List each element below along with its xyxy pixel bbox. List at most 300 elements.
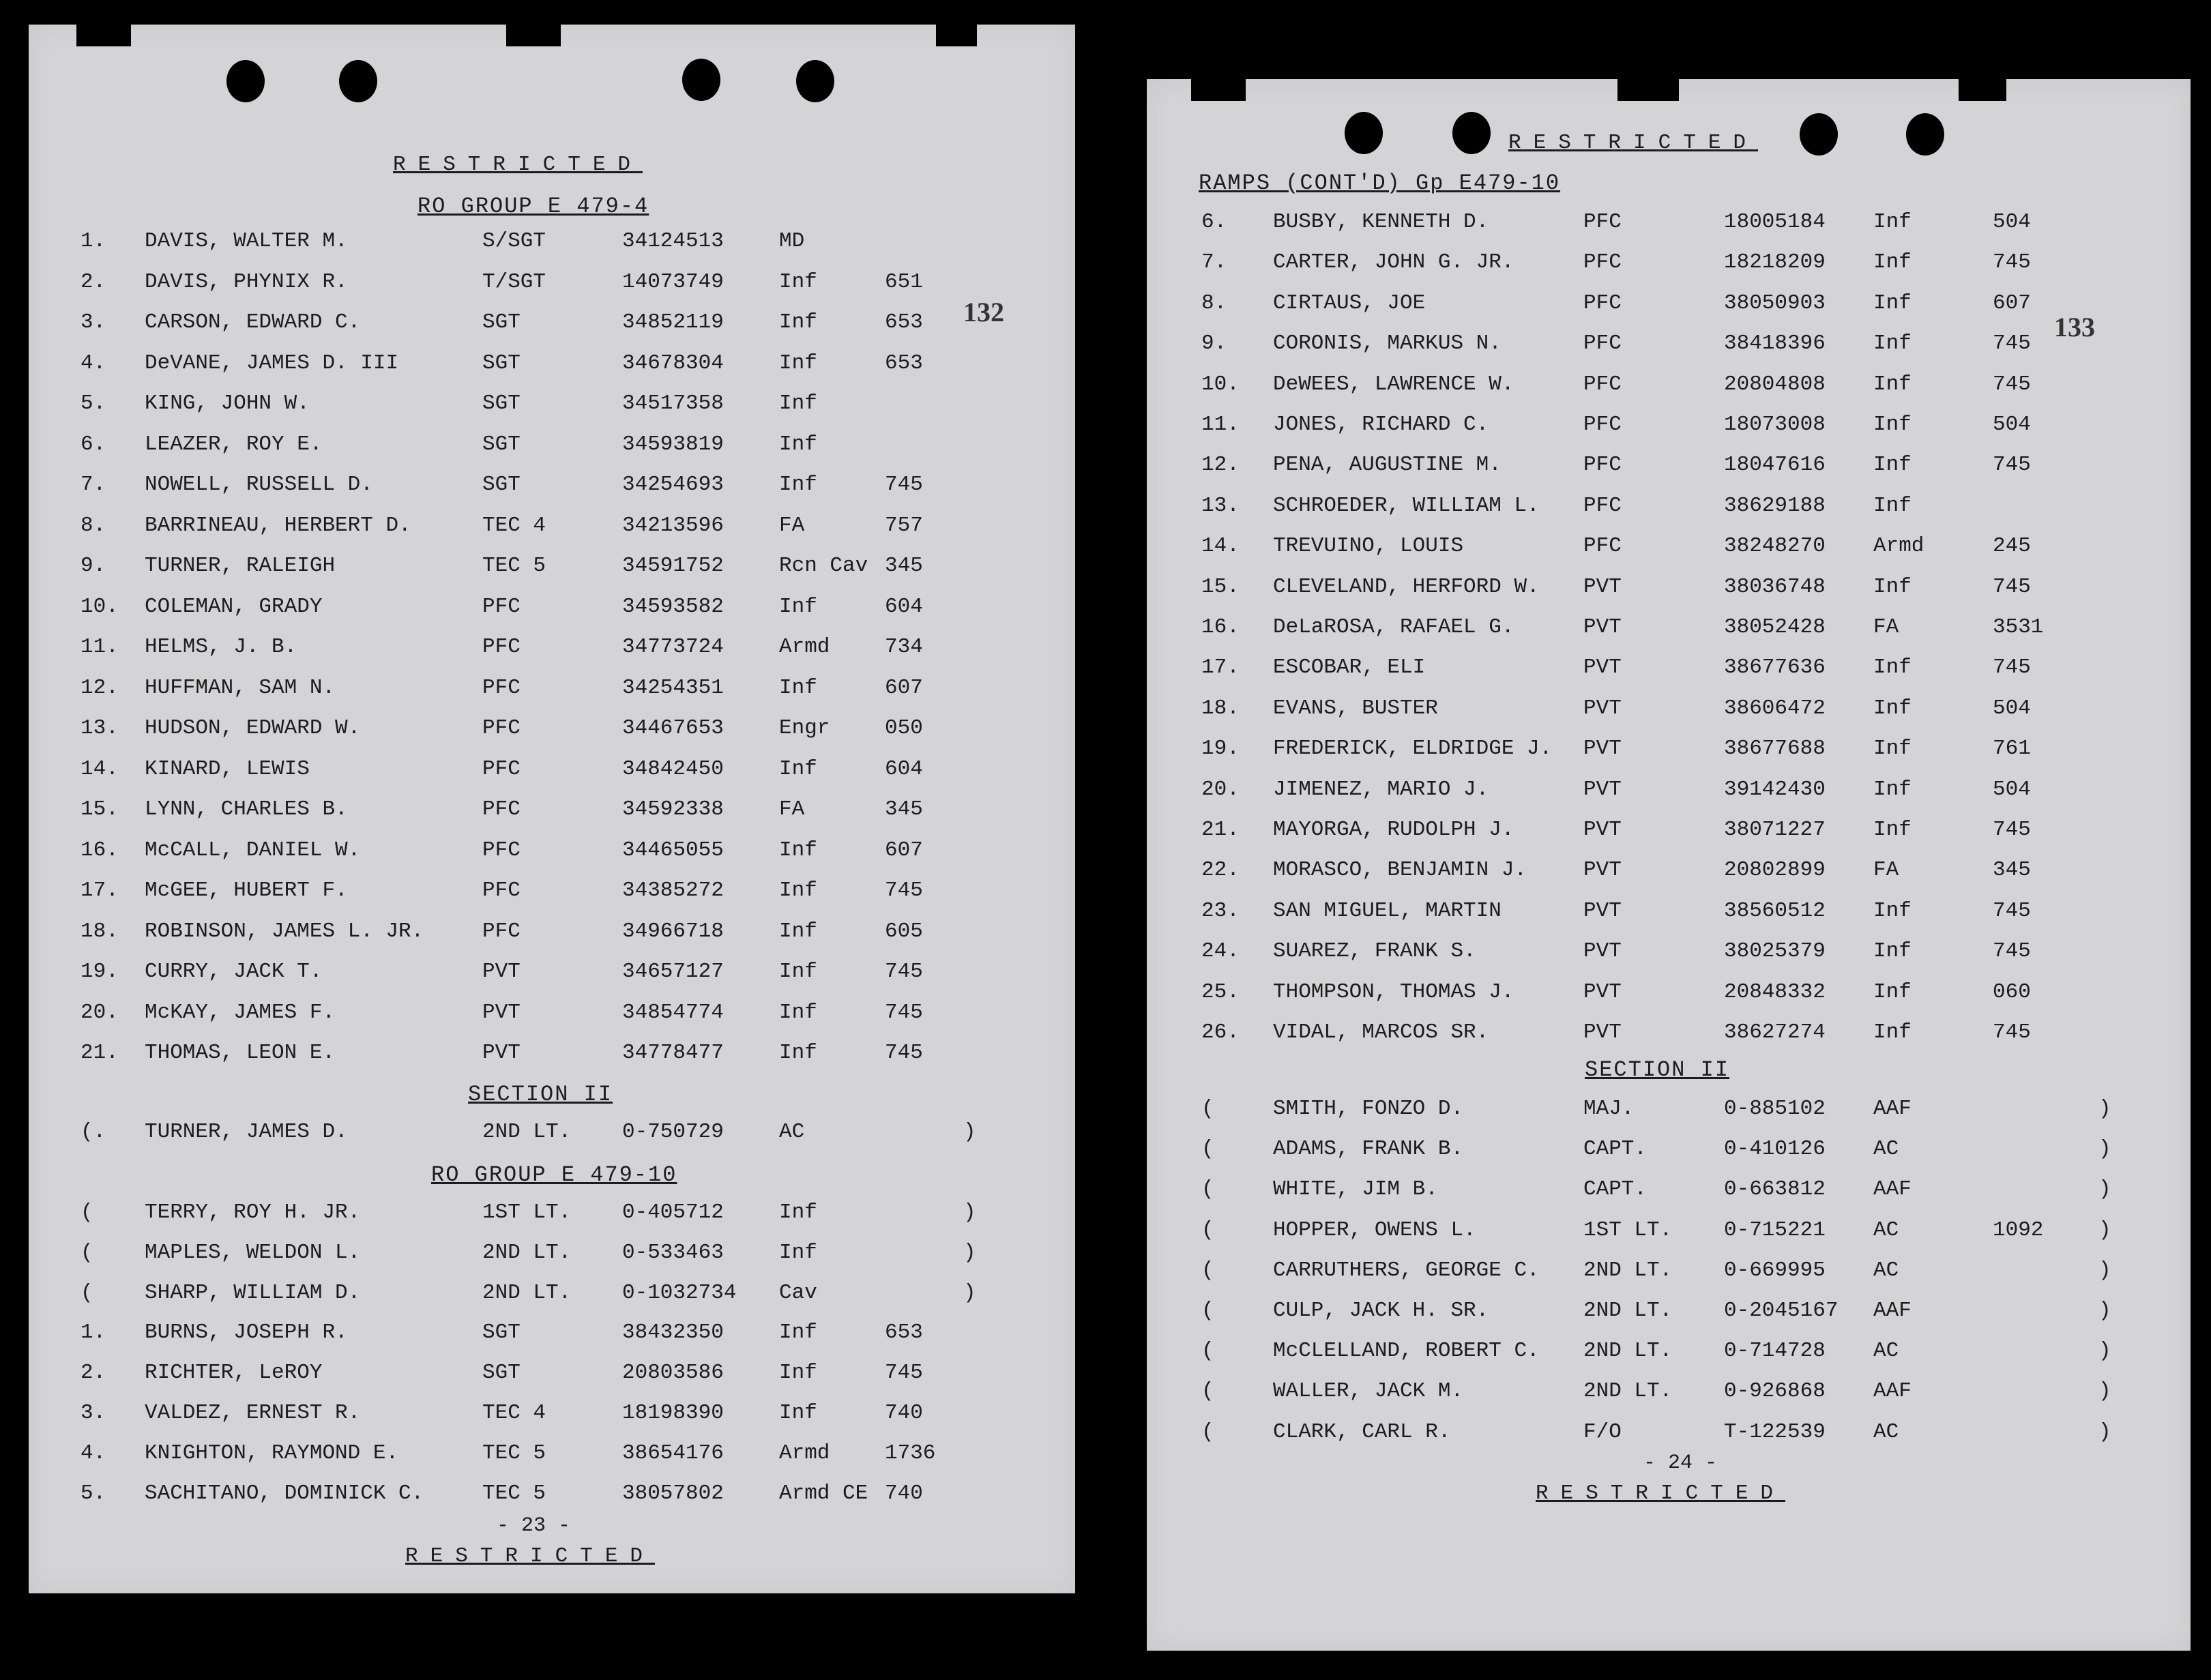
bracket-close: ) [2098, 1379, 2111, 1404]
serial-number: 0-663812 [1724, 1177, 1826, 1202]
serial-number: 34593819 [622, 432, 724, 456]
serial-number: 20803586 [622, 1361, 724, 1385]
branch: AAF [1873, 1177, 1912, 1202]
branch: Armd [1873, 534, 1924, 559]
soldier-name: SAN MIGUEL, MARTIN [1273, 898, 1502, 923]
bracket-close: ) [2098, 1419, 2111, 1444]
row-number: 6. [1201, 210, 1227, 234]
binding-tab [1617, 79, 1679, 101]
branch: Inf [1873, 655, 1912, 680]
specialty-code: 604 [885, 594, 923, 619]
specialty-code: 740 [885, 1482, 923, 1505]
branch: Inf [1873, 979, 1912, 1004]
serial-number: 34213596 [622, 513, 724, 537]
soldier-name: JONES, RICHARD C. [1273, 413, 1489, 437]
serial-number: 34124513 [622, 229, 724, 253]
row-number: 15. [1201, 574, 1240, 599]
branch: Inf [779, 756, 817, 781]
roster-row [1147, 655, 2191, 696]
rank: PFC [482, 675, 521, 700]
specialty-code: 740 [885, 1401, 923, 1425]
bracket-close: ) [963, 1241, 976, 1265]
bracket-close: ) [963, 1120, 976, 1144]
roster-row [1147, 291, 2191, 332]
soldier-name: THOMAS, LEON E. [145, 1041, 336, 1065]
rank: MAJ. [1583, 1097, 1635, 1121]
row-number: 6. [80, 432, 106, 456]
specialty-code: 734 [885, 635, 923, 659]
branch: Inf [779, 879, 817, 902]
rank: SGT [482, 310, 521, 334]
row-number: 2. [80, 1361, 106, 1385]
rank: PFC [482, 919, 521, 943]
serial-number: 38654176 [622, 1441, 724, 1465]
roster-row [29, 1441, 1075, 1482]
row-number: ( [1201, 1137, 1214, 1162]
soldier-name: TURNER, JAMES D. [145, 1120, 348, 1144]
soldier-name: TERRY, ROY H. JR. [145, 1200, 361, 1224]
specialty-code: 345 [885, 797, 923, 821]
serial-number: 14073749 [622, 269, 724, 294]
document-page-left [29, 25, 1075, 1593]
rank: CAPT. [1583, 1177, 1648, 1202]
serial-number: 0-410126 [1724, 1137, 1826, 1162]
row-number: 21. [1201, 818, 1240, 842]
restricted-header: RESTRICTED [1508, 131, 1759, 155]
row-number: 10. [80, 594, 119, 619]
roster-row [1147, 1177, 2191, 1218]
serial-number: 38629188 [1724, 493, 1826, 518]
specialty-code: 745 [885, 879, 923, 902]
roster-row [1147, 250, 2191, 291]
serial-number: 38560512 [1724, 898, 1826, 923]
serial-number: 18198390 [622, 1401, 724, 1425]
row-number: (. [80, 1120, 106, 1144]
binding-tab [1959, 79, 2006, 101]
branch: AC [1873, 1218, 1899, 1242]
row-number: 9. [1201, 331, 1227, 356]
rank: PFC [1583, 331, 1622, 356]
specialty-code: 607 [885, 675, 923, 700]
soldier-name: DAVIS, WALTER M. [145, 229, 348, 253]
branch: Inf [1873, 372, 1912, 396]
soldier-name: McCALL, DANIEL W. [145, 838, 361, 862]
branch: Inf [779, 351, 817, 375]
specialty-code: 504 [1993, 777, 2031, 801]
roster-row [29, 1321, 1075, 1361]
roster-row [29, 676, 1075, 717]
specialty-code: 745 [1993, 574, 2031, 599]
roster-row [29, 392, 1075, 432]
specialty-code: 060 [1993, 979, 2031, 1004]
soldier-name: LEAZER, ROY E. [145, 432, 323, 456]
roster-row [29, 635, 1075, 676]
soldier-name: EVANS, BUSTER [1273, 696, 1438, 720]
branch: Armd [779, 635, 830, 659]
restricted-footer: RESTRICTED [405, 1544, 656, 1568]
branch: Inf [1873, 1020, 1912, 1044]
rank: SGT [482, 1361, 521, 1385]
serial-number: 0-533463 [622, 1241, 724, 1265]
soldier-name: DeWEES, LAWRENCE W. [1273, 372, 1514, 396]
rank: PFC [482, 716, 521, 740]
rank: PFC [482, 594, 521, 619]
specialty-code: 745 [885, 473, 923, 497]
punch-hole [682, 59, 720, 101]
rank: SGT [482, 392, 521, 415]
row-number: 8. [80, 513, 106, 537]
row-number: 1. [80, 1321, 106, 1344]
row-number: 7. [1201, 250, 1227, 275]
section-heading: SECTION II [468, 1082, 613, 1107]
rank: PFC [482, 797, 521, 821]
rank: 2ND LT. [482, 1241, 572, 1265]
serial-number: 0-885102 [1724, 1097, 1826, 1121]
serial-number: 0-2045167 [1724, 1299, 1839, 1323]
row-number: 26. [1201, 1020, 1240, 1044]
branch: Armd [779, 1441, 830, 1465]
rank: 1ST LT. [482, 1200, 572, 1224]
rank: TEC 4 [482, 1401, 546, 1425]
binding-tab [506, 25, 561, 46]
page-number: - 24 - [1643, 1451, 1718, 1475]
punch-hole [1452, 112, 1491, 154]
binding-tab [936, 25, 977, 46]
serial-number: 34852119 [622, 310, 724, 334]
row-number: ( [1201, 1258, 1214, 1282]
specialty-code: 1736 [885, 1441, 936, 1465]
serial-number: 18218209 [1724, 250, 1826, 275]
rank: SGT [482, 432, 521, 456]
soldier-name: SMITH, FONZO D. [1273, 1097, 1464, 1121]
row-number: ( [1201, 1339, 1214, 1364]
soldier-name: DeLaROSA, RAFAEL G. [1273, 615, 1514, 639]
soldier-name: McKAY, JAMES F. [145, 1000, 336, 1025]
row-number: 3. [80, 310, 106, 334]
branch: Inf [1873, 777, 1912, 801]
section-heading: SECTION II [1585, 1057, 1730, 1082]
rank: T/SGT [482, 269, 546, 294]
specialty-code: 3531 [1993, 615, 2044, 639]
rank: PFC [1583, 453, 1622, 477]
rank: PVT [482, 1041, 521, 1065]
row-number: 4. [80, 1441, 106, 1465]
row-number: 20. [1201, 777, 1240, 801]
roster-row [1147, 1258, 2191, 1299]
rank: 2ND LT. [1583, 1299, 1673, 1323]
branch: Inf [1873, 737, 1912, 761]
roster-row [29, 554, 1075, 595]
branch: AAF [1873, 1379, 1912, 1404]
roster-row [1147, 575, 2191, 616]
rank: F/O [1583, 1419, 1622, 1444]
rank: PVT [1583, 979, 1622, 1004]
roster-row [29, 1200, 1075, 1241]
serial-number: 38677688 [1724, 737, 1826, 761]
specialty-code: 761 [1993, 737, 2031, 761]
roster-row [1147, 1379, 2191, 1420]
serial-number: 34773724 [622, 635, 724, 659]
rank: PVT [1583, 574, 1622, 599]
rank: PFC [482, 838, 521, 862]
group-heading: RO GROUP E 479-10 [431, 1162, 677, 1188]
rank: PFC [1583, 493, 1622, 518]
bracket-close: ) [963, 1281, 976, 1305]
specialty-code: 345 [1993, 858, 2031, 883]
serial-number: 20848332 [1724, 979, 1826, 1004]
bracket-close: ) [2098, 1097, 2111, 1121]
restricted-header: RESTRICTED [393, 153, 643, 177]
branch: Inf [779, 1000, 817, 1025]
serial-number: 34254693 [622, 473, 724, 497]
serial-number: 34966718 [622, 919, 724, 943]
specialty-code: 653 [885, 1321, 923, 1344]
specialty-code: 745 [1993, 939, 2031, 964]
rank: PFC [1583, 250, 1622, 275]
soldier-name: CORONIS, MARKUS N. [1273, 331, 1502, 356]
rank: TEC 5 [482, 1482, 546, 1505]
branch: Inf [779, 269, 817, 294]
rank: 2ND LT. [1583, 1339, 1673, 1364]
soldier-name: CARSON, EDWARD C. [145, 310, 361, 334]
rank: 1ST LT. [1583, 1218, 1673, 1242]
row-number: 15. [80, 797, 119, 821]
specialty-code: 745 [885, 1041, 923, 1065]
branch: Inf [1873, 413, 1912, 437]
row-number: 21. [80, 1041, 119, 1065]
rank: PFC [1583, 534, 1622, 559]
roster-row [1147, 372, 2191, 413]
punch-hole [1906, 113, 1944, 156]
roster-row [29, 919, 1075, 960]
row-number: 12. [1201, 453, 1240, 477]
specialty-code: 745 [1993, 453, 2031, 477]
soldier-name: CIRTAUS, JOE [1273, 291, 1426, 315]
serial-number: 34593582 [622, 594, 724, 619]
branch: Inf [1873, 818, 1912, 842]
row-number: 19. [80, 960, 119, 984]
bracket-close: ) [2098, 1218, 2111, 1242]
branch: Inf [1873, 250, 1912, 275]
serial-number: 34592338 [622, 797, 724, 821]
soldier-name: JIMENEZ, MARIO J. [1273, 777, 1489, 801]
row-number: 10. [1201, 372, 1240, 396]
roster-row [29, 716, 1075, 757]
serial-number: 20802899 [1724, 858, 1826, 883]
branch: FA [1873, 858, 1899, 883]
roster-row [29, 757, 1075, 798]
row-number: ( [80, 1200, 93, 1224]
serial-number: 0-405712 [622, 1200, 724, 1224]
specialty-code: 745 [1993, 250, 2031, 275]
serial-number: 34657127 [622, 960, 724, 984]
soldier-name: McGEE, HUBERT F. [145, 879, 348, 902]
soldier-name: ESCOBAR, ELI [1273, 655, 1426, 680]
serial-number: 34467653 [622, 716, 724, 740]
rank: PVT [1583, 777, 1622, 801]
row-number: ( [1201, 1299, 1214, 1323]
rank: 2ND LT. [1583, 1379, 1673, 1404]
serial-number: 39142430 [1724, 777, 1826, 801]
soldier-name: BARRINEAU, HERBERT D. [145, 513, 411, 537]
serial-number: T-122539 [1724, 1419, 1826, 1444]
bracket-close: ) [2098, 1339, 2111, 1364]
rank: S/SGT [482, 229, 546, 253]
roster-row [1147, 696, 2191, 737]
rank: CAPT. [1583, 1137, 1648, 1162]
soldier-name: MORASCO, BENJAMIN J. [1273, 858, 1527, 883]
serial-number: 34517358 [622, 392, 724, 415]
rank: PVT [1583, 858, 1622, 883]
branch: Inf [779, 310, 817, 334]
branch: Inf [1873, 696, 1912, 720]
roster-row [29, 1001, 1075, 1042]
serial-number: 18047616 [1724, 453, 1826, 477]
row-number: 18. [1201, 696, 1240, 720]
branch: Inf [779, 1401, 817, 1425]
soldier-name: HUFFMAN, SAM N. [145, 675, 336, 700]
roster-row [29, 1281, 1075, 1322]
row-number: 9. [80, 554, 106, 578]
branch: AC [1873, 1258, 1899, 1282]
row-number: 2. [80, 269, 106, 294]
soldier-name: CULP, JACK H. SR. [1273, 1299, 1489, 1323]
roster-row [1147, 1097, 2191, 1138]
serial-number: 38050903 [1724, 291, 1826, 315]
row-number: 25. [1201, 979, 1240, 1004]
soldier-name: HOPPER, OWENS L. [1273, 1218, 1476, 1242]
specialty-code: 745 [885, 960, 923, 984]
serial-number: 0-926868 [1724, 1379, 1826, 1404]
row-number: 18. [80, 919, 119, 943]
soldier-name: CARTER, JOHN G. JR. [1273, 250, 1514, 275]
roster-row [29, 229, 1075, 270]
serial-number: 34591752 [622, 554, 724, 578]
row-number: 20. [80, 1000, 119, 1025]
branch: Inf [1873, 210, 1912, 234]
branch: Inf [1873, 939, 1912, 964]
soldier-name: TREVUINO, LOUIS [1273, 534, 1464, 559]
serial-number: 38052428 [1724, 615, 1826, 639]
branch: AC [1873, 1419, 1899, 1444]
roster-row [29, 879, 1075, 919]
rank: PVT [482, 1000, 521, 1025]
binding-tab [76, 25, 131, 46]
restricted-footer: RESTRICTED [1536, 1482, 1786, 1505]
soldier-name: HUDSON, EDWARD W. [145, 716, 361, 740]
rank: PVT [1583, 818, 1622, 842]
roster-row [1147, 858, 2191, 899]
rank: SGT [482, 351, 521, 375]
rank: PVT [1583, 696, 1622, 720]
soldier-name: SCHROEDER, WILLIAM L. [1273, 493, 1540, 518]
serial-number: 34678304 [622, 351, 724, 375]
branch: Inf [1873, 898, 1912, 923]
rank: SGT [482, 1321, 521, 1344]
roster-row [29, 1041, 1075, 1082]
row-number: 1. [80, 229, 106, 253]
soldier-name: BUSBY, KENNETH D. [1273, 210, 1489, 234]
soldier-name: NOWELL, RUSSELL D. [145, 473, 373, 497]
specialty-code: 653 [885, 310, 923, 334]
serial-number: 38057802 [622, 1482, 724, 1505]
row-number: 17. [80, 879, 119, 902]
binding-tab [1191, 79, 1246, 101]
roster-row [29, 595, 1075, 636]
rank: SGT [482, 473, 521, 497]
roster-row [29, 1241, 1075, 1282]
specialty-code: 604 [885, 756, 923, 781]
bracket-close: ) [2098, 1299, 2111, 1323]
roster-row [1147, 818, 2191, 859]
roster-row [29, 1361, 1075, 1402]
bracket-close: ) [2098, 1177, 2111, 1202]
rank: TEC 5 [482, 554, 546, 578]
roster-row [1147, 615, 2191, 656]
row-number: 24. [1201, 939, 1240, 964]
roster-row [1147, 778, 2191, 819]
branch: Inf [779, 594, 817, 619]
branch: Armd CE [779, 1482, 868, 1505]
punch-hole [226, 60, 265, 102]
serial-number: 0-715221 [1724, 1218, 1826, 1242]
soldier-name: CARRUTHERS, GEORGE C. [1273, 1258, 1540, 1282]
punch-hole [796, 60, 834, 102]
roster-row [1147, 413, 2191, 454]
specialty-code: 050 [885, 716, 923, 740]
branch: Inf [779, 473, 817, 497]
soldier-name: ROBINSON, JAMES L. JR. [145, 919, 424, 943]
branch: Inf [779, 392, 817, 415]
serial-number: 34465055 [622, 838, 724, 862]
soldier-name: VIDAL, MARCOS SR. [1273, 1020, 1489, 1044]
serial-number: 0-714728 [1724, 1339, 1826, 1364]
row-number: 12. [80, 675, 119, 700]
roster-row [29, 838, 1075, 879]
specialty-code: 245 [1993, 534, 2031, 559]
soldier-name: DAVIS, PHYNIX R. [145, 269, 348, 294]
soldier-name: FREDERICK, ELDRIDGE J. [1273, 737, 1553, 761]
row-number: 8. [1201, 291, 1227, 315]
serial-number: 0-669995 [1724, 1258, 1826, 1282]
branch: FA [779, 513, 805, 537]
branch: AAF [1873, 1299, 1912, 1323]
rank: PVT [1583, 737, 1622, 761]
specialty-code: 607 [1993, 291, 2031, 315]
roster-row [1147, 939, 2191, 980]
branch: Inf [1873, 331, 1912, 356]
serial-number: 20804808 [1724, 372, 1826, 396]
branch: Engr [779, 716, 830, 740]
row-number: 4. [80, 351, 106, 375]
row-number: 13. [80, 716, 119, 740]
row-number: 11. [80, 635, 119, 659]
branch: Inf [779, 838, 817, 862]
branch: Inf [779, 432, 817, 456]
row-number: 7. [80, 473, 106, 497]
branch: AAF [1873, 1097, 1912, 1121]
roster-row [29, 1401, 1075, 1442]
specialty-code: 745 [1993, 372, 2031, 396]
roster-row [29, 1120, 1075, 1161]
row-number: 22. [1201, 858, 1240, 883]
punch-hole [1800, 113, 1838, 156]
branch: Cav [779, 1281, 817, 1305]
rank: PVT [1583, 898, 1622, 923]
rank: 2ND LT. [482, 1281, 572, 1305]
row-number: 17. [1201, 655, 1240, 680]
roster-row [1147, 899, 2191, 940]
